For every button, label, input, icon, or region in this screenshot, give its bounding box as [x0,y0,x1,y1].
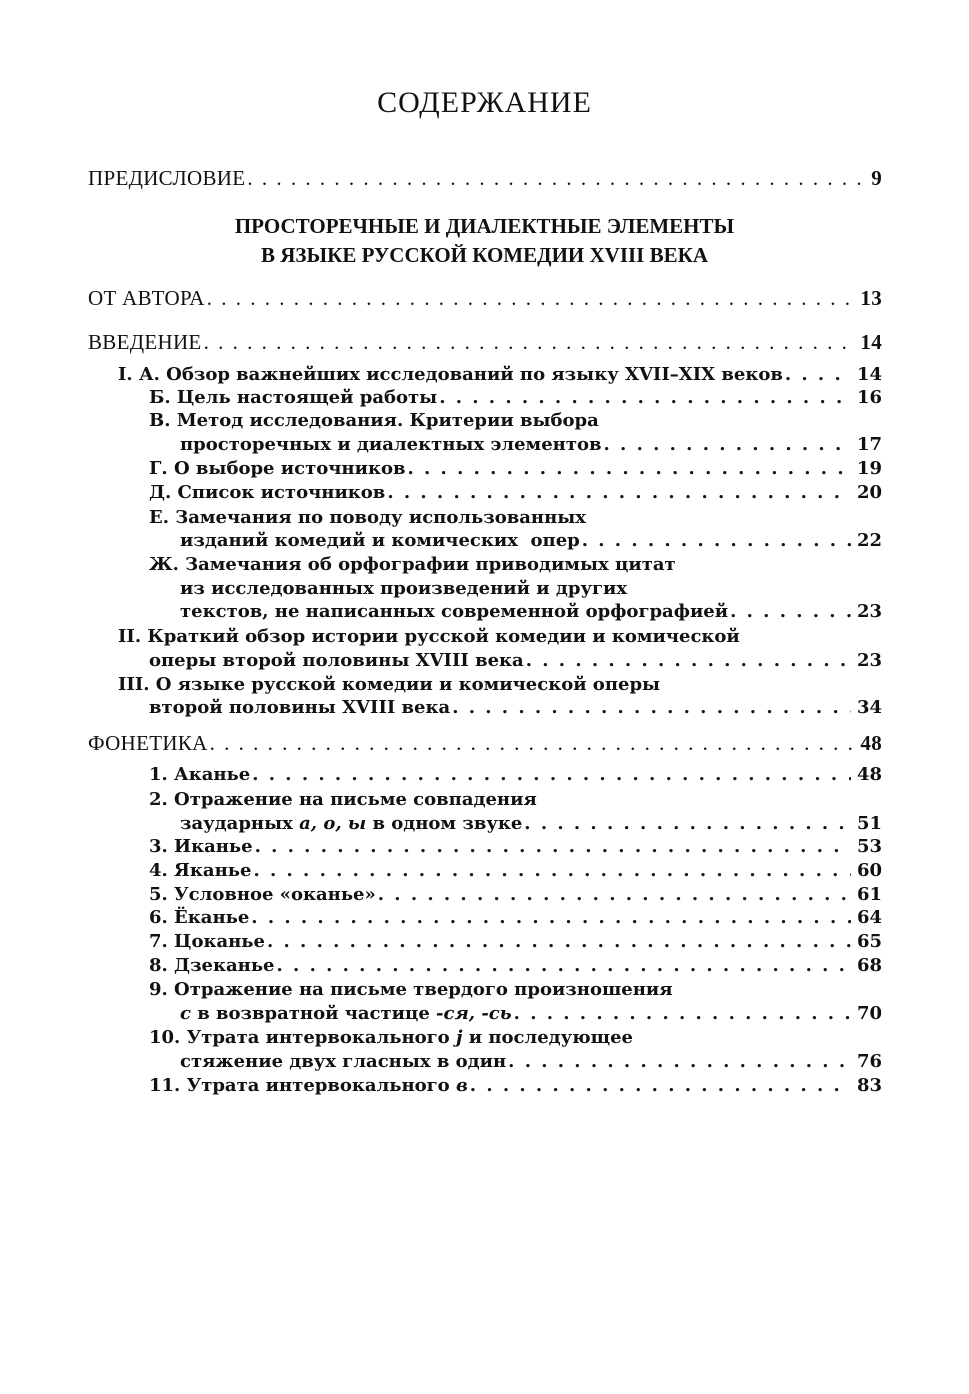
dot-leader [277,955,851,976]
toc-entry-label: 5. Условное «оканье» [149,884,376,905]
dot-leader [514,1003,851,1024]
toc-entry-label: изданий комедий и комических опер [180,530,580,551]
toc-entry-page: 68 [856,955,882,976]
toc-entry-intro-7-line2: из исследованных произведений и других [180,578,628,599]
dot-leader [378,884,851,905]
toc-entry-label: стяжение двух гласных в один [180,1051,507,1072]
dot-leader [604,434,851,455]
toc-entry-label: Д. Список источников [149,482,386,503]
toc-entry-author[interactable] [88,286,882,308]
toc-entry-phonetics-2-line1: 2. Отражение на письме совпадения [149,789,537,810]
dot-leader [524,813,851,834]
toc-entry-phonetics-10-line1 [149,1027,633,1048]
toc-entry-phonetics-2[interactable] [180,813,882,835]
toc-entry-label-italic: а, о, ы [299,813,367,834]
toc-entry-intro-6[interactable] [180,530,882,552]
toc-entry-label: ФОНЕТИКА [88,731,208,755]
toc-entry-label: в одном звуке [366,813,523,834]
toc-entry-page: 48 [856,764,882,785]
dot-leader [252,764,851,785]
line1-text: 10. Утрата интервокального [149,1027,456,1048]
toc-entry-intro-7-line1: Ж. Замечания об орфографии приводимых цитат [149,554,676,575]
toc-entry-page: 22 [856,530,882,551]
toc-entry-page: 23 [856,601,882,622]
dot-leader [210,731,855,756]
toc-entry-phonetics[interactable] [88,731,882,753]
toc-entry-intro-3[interactable] [180,434,882,456]
toc-entry-page: 14 [860,330,882,354]
toc-entry-label: ВВЕДЕНИЕ [88,330,202,354]
dot-leader [407,458,850,479]
toc-entry-label: 1. Аканье [149,764,251,785]
toc-entry-page: 23 [856,650,882,671]
toc-entry-label-italic: -ся, -сь [436,1003,512,1024]
toc-entry-label: оперы второй половины XVIII века [149,650,524,671]
toc-entry-phonetics-11[interactable] [149,1075,882,1097]
toc-entry-phonetics-1[interactable] [149,764,882,786]
dot-leader [730,601,851,622]
toc-entry-intro-6-line1: Е. Замечания по поводу использованных [149,507,587,528]
toc-entry-label: в возвратной частице [190,1003,437,1024]
toc-entry-phonetics-8[interactable] [149,955,882,977]
toc-entry-label-italic: с [180,1003,191,1024]
toc-entry-intro-3-line1: В. Метод исследования. Критерии выбора [149,410,599,431]
toc-entry-page: 13 [860,286,882,310]
toc-entry-page: 61 [856,884,882,905]
toc-entry-label: второй половины XVIII века [149,697,451,718]
toc-entry-label: 3. Иканье [149,836,253,857]
dot-leader [785,364,851,385]
toc-entry-page: 34 [856,697,882,718]
toc-entry-intro-4[interactable] [149,458,882,480]
toc-entry-page: 17 [856,434,882,455]
dot-leader [452,697,851,718]
toc-entry-intro-2[interactable] [149,387,882,409]
toc-entry-page: 19 [856,458,882,479]
toc-entry-label: Б. Цель настоящей работы [149,387,438,408]
toc-entry-phonetics-10[interactable] [180,1051,882,1073]
toc-entry-label-italic: в [455,1075,468,1096]
toc-entry-phonetics-7[interactable] [149,931,882,953]
toc-entry-label: I. А. Обзор важнейших исследований по языку XVII–XIX веков [118,364,783,385]
toc-entry-phonetics-5[interactable] [149,884,882,906]
toc-entry-label: 11. Утрата интервокального [149,1075,456,1096]
toc-entry-label: 7. Цоканье [149,931,265,952]
toc-entry-label: текстов, не написанных современной орфографией [180,601,729,622]
part-title-line: ПРОСТОРЕЧНЫЕ И ДИАЛЕКТНЫЕ ЭЛЕМЕНТЫ [234,214,735,238]
toc-entry-label: ПРЕДИСЛОВИЕ [88,166,246,190]
part-title-line: В ЯЗЫКЕ РУССКОЙ КОМЕДИИ XVIII ВЕКА [260,243,709,267]
toc-entry-label: Г. О выборе источников [149,458,406,479]
dot-leader [207,286,855,311]
dot-leader [267,931,851,952]
dot-leader [255,836,851,857]
toc-entry-label: 4. Яканье [149,860,252,881]
toc-entry-page: 20 [856,482,882,503]
dot-leader [470,1075,851,1096]
dot-leader [253,860,851,881]
toc-entry-page: 60 [856,860,882,881]
line1-text: и последующее [462,1027,634,1048]
toc-entry-phonetics-4[interactable] [149,860,882,882]
toc-entry-page: 9 [871,166,882,190]
toc-entry-page: 76 [856,1051,882,1072]
toc-entry-phonetics-3[interactable] [149,836,882,858]
toc-entry-intro-8-line1: II. Краткий обзор истории русской комедии и комической [118,626,740,647]
toc-entry-intro-7[interactable] [180,601,882,623]
toc-entry-introduction[interactable] [88,330,882,352]
toc-entry-page: 53 [856,836,882,857]
toc-entry-phonetics-9-line1: 9. Отражение на письме твердого произношения [149,979,673,1000]
dot-leader [204,330,855,355]
toc-entry-page: 65 [856,931,882,952]
toc-entry-label: 8. Дзеканье [149,955,275,976]
dot-leader [526,650,851,671]
toc-entry-page: 16 [856,387,882,408]
toc-entry-page: 51 [856,813,882,834]
page-title: СОДЕРЖАНИЕ [377,86,592,119]
toc-entry-label: ОТ АВТОРА [88,286,205,310]
toc-entry-phonetics-6[interactable] [149,907,882,929]
toc-entry-label: 6. Ёканье [149,907,250,928]
toc-entry-label: заударных [180,813,300,834]
dot-leader [251,907,851,928]
toc-entry-intro-8[interactable] [149,650,882,672]
toc-entry-intro-9-line1: III. О языке русской комедии и комической оперы [118,674,661,695]
dot-leader [508,1051,851,1072]
dot-leader [247,166,865,191]
toc-entry-page: 70 [856,1003,882,1024]
toc-entry-page: 14 [856,364,882,385]
toc-entry-page: 64 [856,907,882,928]
toc-entry-label: просторечных и диалектных элементов [180,434,602,455]
line1-text-italic: j [455,1027,463,1048]
part-title [0,212,969,270]
toc-entry-preface[interactable] [88,166,882,188]
toc-entry-page: 48 [860,731,882,755]
dot-leader [439,387,851,408]
toc-entry-intro-5[interactable] [149,482,882,504]
dot-leader [387,482,851,503]
dot-leader [582,530,851,551]
toc-entry-intro-9[interactable] [149,697,882,719]
toc-entry-phonetics-9[interactable] [180,1003,882,1025]
toc-entry-intro-1[interactable] [118,364,882,386]
toc-entry-page: 83 [856,1075,882,1096]
